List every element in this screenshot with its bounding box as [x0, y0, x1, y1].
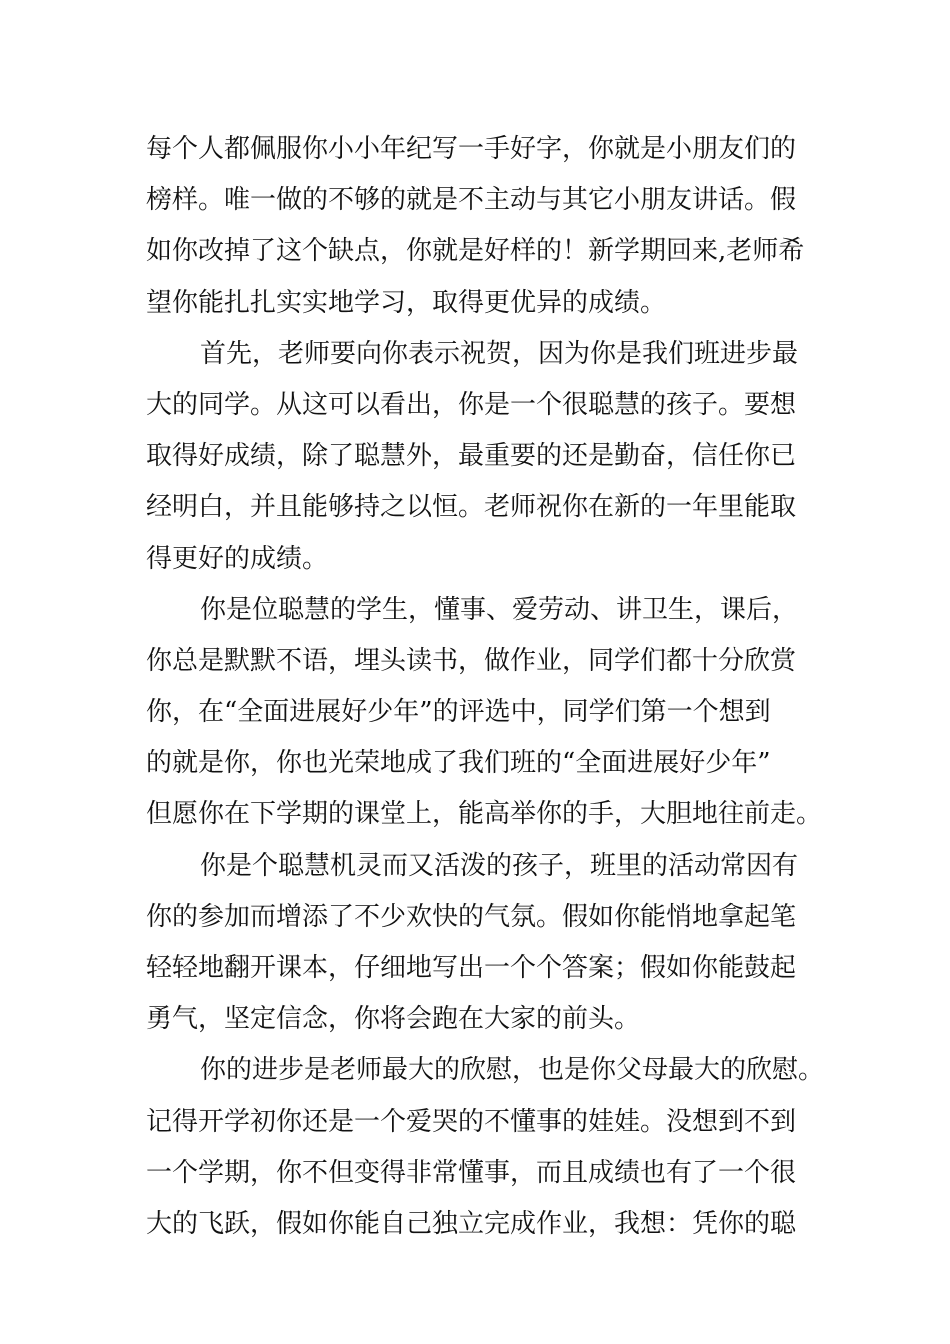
text-line: 你，在“全面进展好少年”的评选中，同学们第一个想到	[146, 697, 771, 728]
text-line: 你的进步是老师最大的欣慰，也是你父母最大的欣慰。	[200, 1055, 825, 1086]
text-line: 首先，老师要向你表示祝贺，因为你是我们班进步最	[200, 338, 799, 369]
text-line: 你总是默默不语，埋头读书，做作业，同学们都十分欣赏	[146, 645, 797, 676]
text-line: 勇气，坚定信念，你将会跑在大家的前头。	[146, 1004, 641, 1035]
text-line: 但愿你在下学期的课堂上，能高举你的手，大胆地往前走。	[146, 799, 823, 830]
text-line: 你是个聪慧机灵而又活泼的孩子，班里的活动常因有	[200, 850, 799, 881]
text-line: 如你改掉了这个缺点，你就是好样的！新学期回来,老师希	[146, 236, 805, 267]
text-line: 望你能扎扎实实地学习，取得更优异的成绩。	[146, 287, 667, 318]
text-line: 榜样。唯一做的不够的就是不主动与其它小朋友讲话。假	[146, 185, 797, 216]
text-line: 一个学期，你不但变得非常懂事，而且成绩也有了一个很	[146, 1157, 797, 1188]
text-line: 每个人都佩服你小小年纪写一手好字，你就是小朋友们的	[146, 134, 797, 164]
text-line: 记得开学初你还是一个爱哭的不懂事的娃娃。没想到不到	[146, 1106, 797, 1137]
text-line: 轻轻地翻开课本，仔细地写出一个个答案；假如你能鼓起	[146, 953, 797, 983]
text-line: 你的参加而增添了不少欢快的气氛。假如你能悄地拿起笔	[146, 901, 797, 932]
text-line: 经明白，并且能够持之以恒。老师祝你在新的一年里能取	[146, 492, 797, 523]
text-line: 的就是你，你也光荣地成了我们班的“全面进展好少年”	[146, 748, 771, 779]
text-line: 大的飞跃，假如你能自己独立完成作业，我想：凭你的聪	[146, 1208, 797, 1239]
document-body	[146, 124, 825, 1250]
text-line: 你是位聪慧的学生，懂事、爱劳动、讲卫生，课后，	[200, 594, 799, 625]
text-line: 取得好成绩，除了聪慧外，最重要的还是勤奋，信任你已	[146, 441, 797, 472]
text-line: 大的同学。从这可以看出，你是一个很聪慧的孩子。要想	[146, 389, 797, 420]
text-line: 得更好的成绩。	[146, 543, 329, 574]
